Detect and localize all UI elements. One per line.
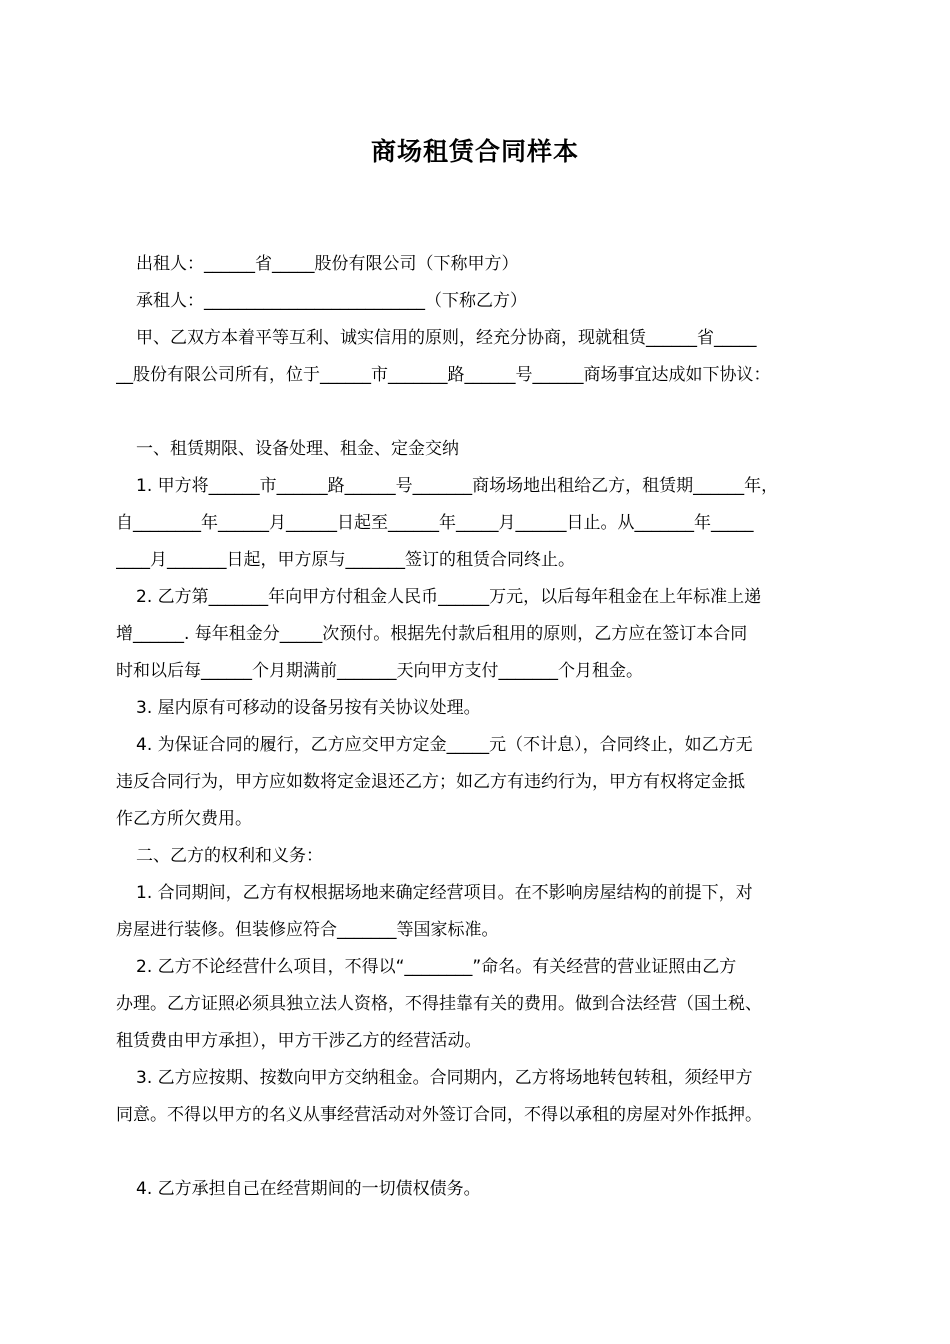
clause-1-2-line-1: 2. 乙方第_______年向甲方付租金人民币______万元，以后每年租金在上年标准上递 — [136, 587, 762, 607]
clause-2-3-line-1: 3. 乙方应按期、按数向甲方交纳租金。合同期内，乙方将场地转包转租，须经甲方 — [136, 1068, 753, 1088]
lessee-line: 承租人：__________________________（下称乙方） — [136, 291, 527, 311]
clause-2-1-line-2: 房屋进行装修。但装修应符合_______等国家标准。 — [116, 920, 499, 940]
clause-1-1-line-1: 1. 甲方将______市______路______号_______商场场地出租给乙方，租赁期______年， — [136, 476, 779, 496]
clause-1-4-line-1: 4. 为保证合同的履行，乙方应交甲方定金_____元（不计息），合同终止，如乙方无 — [136, 735, 753, 755]
clause-2-3-line-2: 同意。不得以甲方的名义从事经营活动对外签订合同，不得以承租的房屋对外作抵押。 — [116, 1105, 762, 1125]
paragraph-gap — [116, 1134, 836, 1171]
clause-1-1-line-3: ____月_______日起，甲方原与_______签订的租赁合同终止。 — [116, 550, 575, 570]
clause-2-1-line-1: 1. 合同期间，乙方有权根据场地来确定经营项目。在不影响房屋结构的前提下，对 — [136, 883, 753, 903]
lessor-line: 出租人：______省_____股份有限公司（下称甲方） — [136, 254, 519, 274]
paragraph-gap — [116, 394, 836, 431]
clause-2-2-line-2: 办理。乙方证照必须具独立法人资格，不得挂靠有关的费用。做到合法经营（国土税、 — [116, 994, 762, 1014]
clause-1-1-line-2: 自________年______月______日起至______年_____月______日止。从_______年_____ — [116, 513, 754, 533]
section-heading-2: 二、乙方的权利和义务： — [136, 846, 323, 866]
clause-1-4-line-2: 违反合同行为，甲方应如数将定金退还乙方；如乙方有违约行为，甲方有权将定金抵 — [116, 772, 745, 792]
clause-1-3: 3. 屋内原有可移动的设备另按有关协议处理。 — [136, 698, 481, 718]
clause-2-4: 4. 乙方承担自己在经营期间的一切债权债务。 — [136, 1179, 481, 1199]
document-title: 商场租赁合同样本 — [370, 137, 579, 166]
clause-1-2-line-3: 时和以后每______个月期满前_______天向甲方支付_______个月租金。 — [116, 661, 643, 681]
clause-1-2-line-2: 增______. 每年租金分_____次预付。根据先付款后租用的原则，乙方应在签订本合同 — [116, 624, 748, 644]
preamble-line-2: __股份有限公司所有，位于______市_______路______号______商场事宜达成如下协议： — [116, 365, 771, 385]
clause-2-2-line-1: 2. 乙方不论经营什么项目，不得以“________”命名。有关经营的营业证照由乙方 — [136, 957, 737, 977]
clause-1-4-line-3: 作乙方所欠费用。 — [116, 809, 252, 829]
section-heading-1: 一、租赁期限、设备处理、租金、定金交纳 — [136, 439, 459, 459]
clause-2-2-line-3: 租赁费由甲方承担），甲方干涉乙方的经营活动。 — [116, 1031, 482, 1051]
preamble-line-1: 甲、乙双方本着平等互利、诚实信用的原则，经充分协商，现就租赁______省_____ — [136, 328, 757, 348]
document-body — [116, 246, 836, 1208]
